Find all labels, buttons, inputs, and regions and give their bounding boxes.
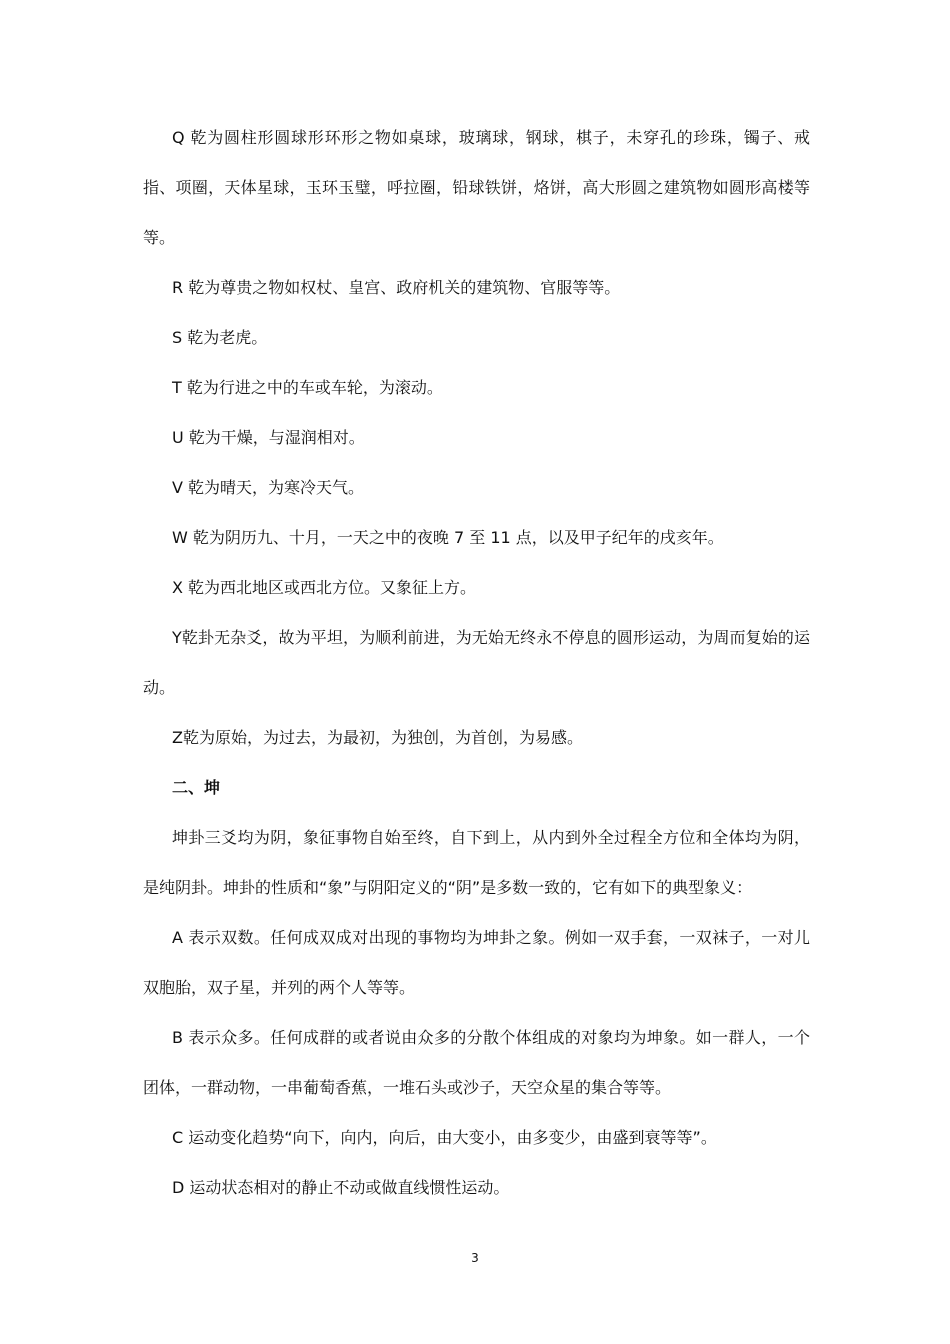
page-number: 3 (471, 1251, 479, 1265)
paragraph: A 表示双数。任何成双成对出现的事物均为坤卦之象。例如一双手套，一双袜子，一对儿双胞胎，双子星，并列的两个人等等。 (143, 928, 810, 997)
paragraph: X 乾为西北地区或西北方位。又象征上方。 (172, 578, 477, 597)
paragraph: R 乾为尊贵之物如权杖、皇宫、政府机关的建筑物、官服等等。 (172, 278, 621, 297)
paragraph: S 乾为老虎。 (172, 328, 268, 347)
paragraph: 坤卦三爻均为阴，象征事物自始至终，自下到上，从内到外全过程全方位和全体均为阴，是纯阴卦。坤卦的性质和“象”与阴阳定义的“阴”是多数一致的，它有如下的典型象义： (143, 828, 810, 897)
paragraph: Q 乾为圆柱形圆球形环形之物如桌球，玻璃球，钢球，棋子，未穿孔的珍珠，镯子、戒指、项圈，天体星球，玉环玉璧，呼拉圈，铅球铁饼，烙饼，高大形圆之建筑物如圆形高楼等等。 (143, 128, 810, 247)
paragraph: Y乾卦无杂爻，故为平坦，为顺利前进，为无始无终永不停息的圆形运动，为周而复始的运动。 (143, 628, 810, 697)
paragraph: V 乾为晴天，为寒冷天气。 (172, 478, 365, 497)
paragraph: D 运动状态相对的静止不动或做直线惯性运动。 (172, 1178, 510, 1197)
section-heading: 二、坤 (172, 778, 221, 797)
paragraph: W 乾为阴历九、十月，一天之中的夜晚 7 至 11 点，以及甲子纪年的戌亥年。 (172, 528, 724, 547)
document-body (143, 113, 810, 1213)
paragraph: B 表示众多。任何成群的或者说由众多的分散个体组成的对象均为坤象。如一群人，一个团体，一群动物，一串葡萄香蕉，一堆石头或沙子，天空众星的集合等等。 (143, 1028, 810, 1097)
paragraph: U 乾为干燥，与湿润相对。 (172, 428, 365, 447)
paragraph: T 乾为行进之中的车或车轮，为滚动。 (172, 378, 443, 397)
paragraph: Z乾为原始，为过去，为最初，为独创，为首创，为易感。 (172, 728, 583, 747)
paragraph: C 运动变化趋势“向下，向内，向后，由大变小，由多变少，由盛到衰等等”。 (172, 1128, 717, 1147)
